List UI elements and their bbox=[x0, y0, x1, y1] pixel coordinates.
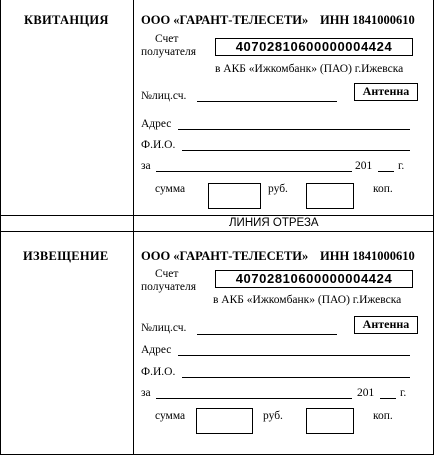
notice-period-line bbox=[156, 398, 352, 399]
notice-sum-label: сумма bbox=[155, 410, 186, 422]
receipt-account-label-1: Счет bbox=[155, 33, 179, 45]
receipt-personal-account-line bbox=[197, 101, 337, 102]
receipt-year-prefix: 201 bbox=[355, 160, 373, 172]
notice-account-label-1: Счет bbox=[155, 268, 179, 280]
receipt-name-line bbox=[182, 150, 410, 151]
receipt-title: КВИТАНЦИЯ bbox=[24, 13, 109, 27]
notice-for-label: за bbox=[141, 387, 151, 399]
receipt-personal-account-label: №лиц.сч. bbox=[141, 90, 187, 102]
notice-org-name: ООО «ГАРАНТ-ТЕЛЕСЕТИ» bbox=[141, 249, 309, 263]
receipt-service-box: Антенна bbox=[354, 83, 418, 101]
receipt-kop-label: коп. bbox=[373, 183, 393, 195]
receipt-account-number: 40702810600000004424 bbox=[215, 38, 413, 56]
receipt-year-suffix: г. bbox=[398, 160, 405, 172]
notice-personal-account-line bbox=[197, 334, 337, 335]
receipt-for-label: за bbox=[141, 160, 151, 172]
notice-account-number: 40702810600000004424 bbox=[215, 270, 413, 288]
notice-personal-account-label: №лиц.сч. bbox=[141, 322, 187, 334]
cut-line-label: ЛИНИЯ ОТРЕЗА bbox=[229, 217, 319, 229]
notice-rub-box bbox=[196, 408, 253, 434]
notice-title: ИЗВЕЩЕНИЕ bbox=[23, 249, 109, 263]
notice-kop-label: коп. bbox=[373, 410, 393, 422]
receipt-kop-box bbox=[306, 183, 354, 209]
receipt-inn: ИНН 1841000610 bbox=[320, 13, 415, 27]
notice-year-suffix: г. bbox=[400, 387, 407, 399]
receipt-period-line bbox=[156, 171, 352, 172]
notice-name-line bbox=[182, 377, 410, 378]
notice-address-label: Адрес bbox=[141, 344, 172, 356]
receipt-name-label: Ф.И.О. bbox=[141, 139, 176, 151]
cut-line-bottom bbox=[0, 231, 434, 232]
notice-kop-box bbox=[306, 408, 354, 434]
notice-address-line bbox=[178, 355, 410, 356]
notice-year-prefix: 201 bbox=[357, 387, 375, 399]
notice-year-line bbox=[380, 398, 396, 399]
cut-line-top bbox=[0, 215, 434, 216]
notice-rub-label: руб. bbox=[263, 410, 283, 422]
notice-bank: в АКБ «Ижкомбанк» (ПАО) г.Ижевска bbox=[213, 294, 402, 306]
receipt-account-label-2: получателя bbox=[141, 46, 196, 58]
notice-inn: ИНН 1841000610 bbox=[320, 249, 415, 263]
receipt-sum-label: сумма bbox=[155, 183, 186, 195]
notice-account-label-2: получателя bbox=[141, 281, 196, 293]
column-divider bbox=[133, 0, 134, 455]
receipt-address-line bbox=[178, 129, 410, 130]
receipt-address-label: Адрес bbox=[141, 118, 172, 130]
receipt-bank: в АКБ «Ижкомбанк» (ПАО) г.Ижевска bbox=[215, 63, 404, 75]
receipt-rub-label: руб. bbox=[268, 183, 288, 195]
receipt-rub-box bbox=[208, 183, 261, 209]
left-border bbox=[0, 0, 1, 455]
notice-name-label: Ф.И.О. bbox=[141, 366, 176, 378]
receipt-year-line bbox=[378, 171, 394, 172]
receipt-org-name: ООО «ГАРАНТ-ТЕЛЕСЕТИ» bbox=[141, 13, 309, 27]
notice-service-box: Антенна bbox=[354, 316, 418, 334]
